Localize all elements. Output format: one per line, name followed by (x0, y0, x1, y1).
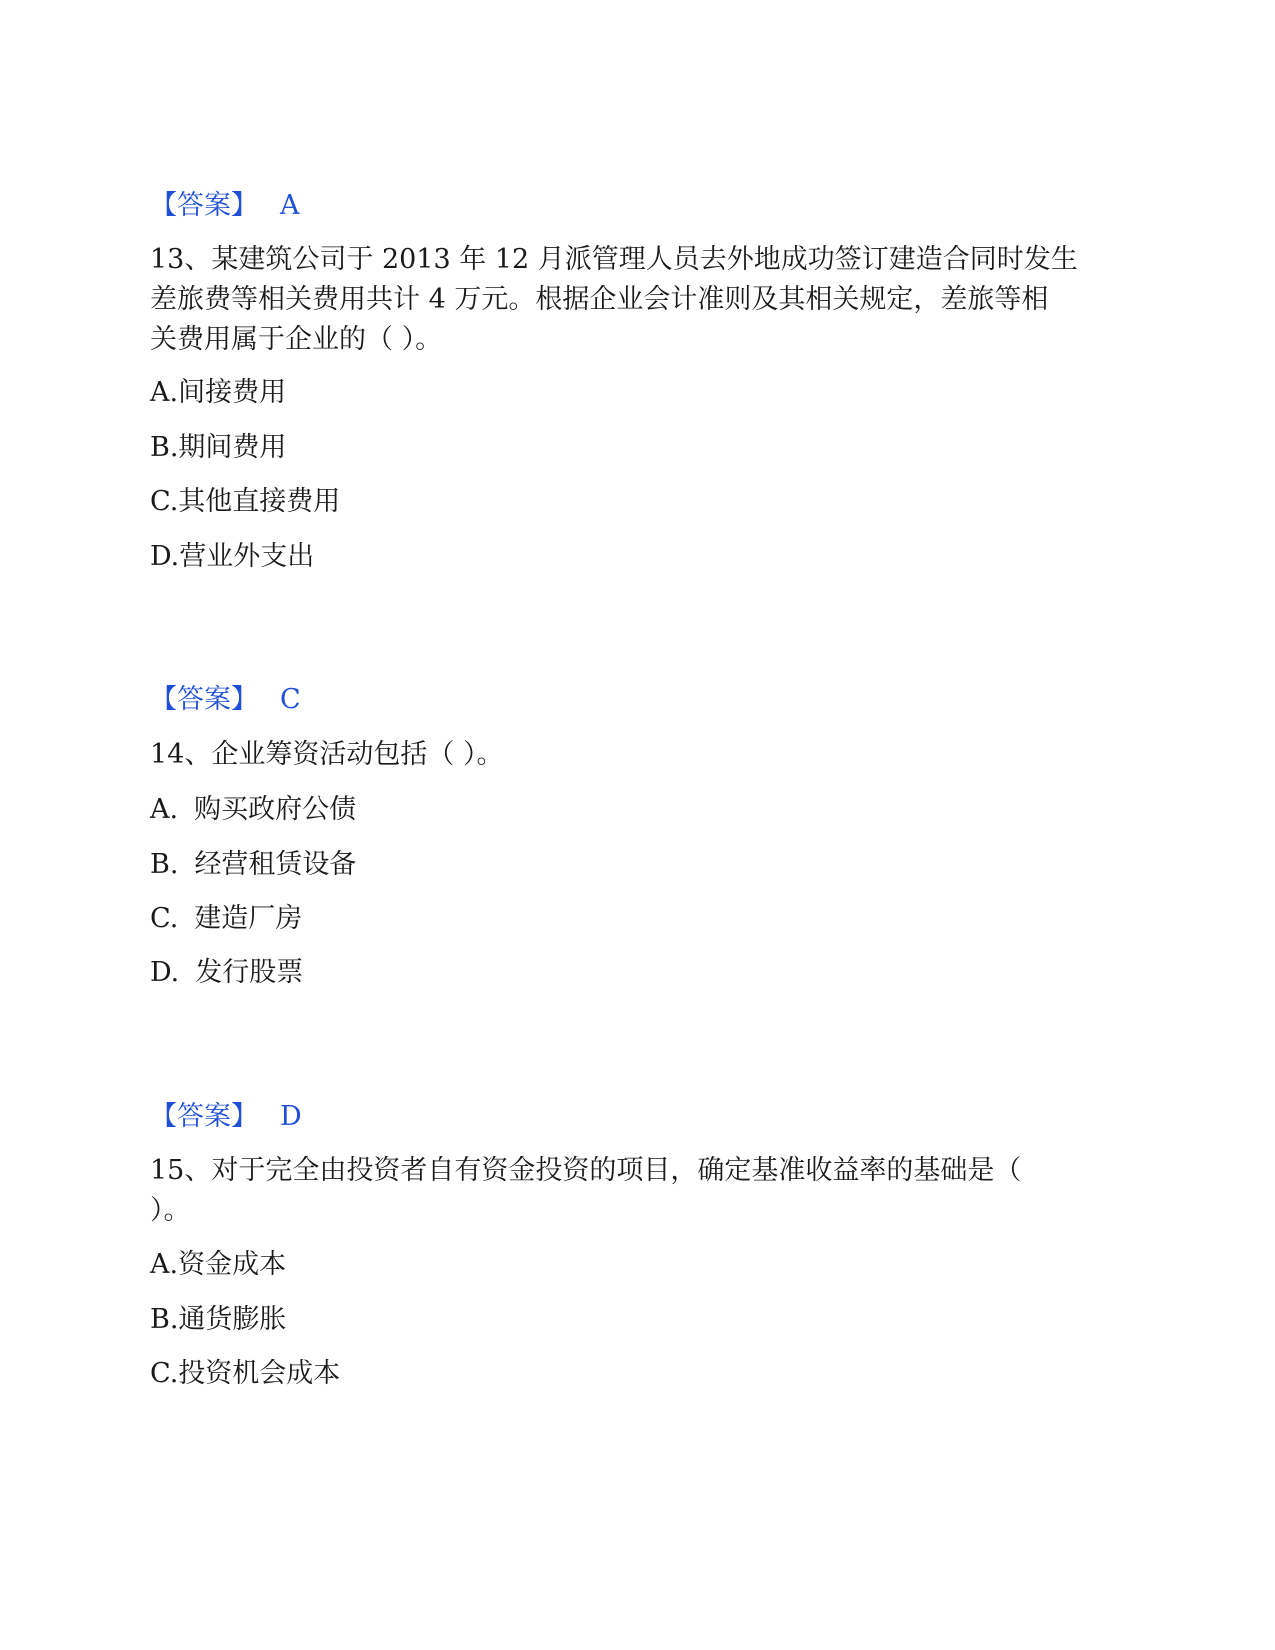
answer-line (150, 1097, 302, 1137)
option-letter: C. (150, 903, 179, 934)
answer-value: D (280, 1101, 302, 1132)
option-letter: A. (150, 794, 179, 825)
question-14-option-c (150, 899, 302, 939)
option-text: 购买政府公债 (194, 794, 357, 825)
question-15-option-c: C.投资机会成本 (150, 1358, 341, 1389)
option-text: 建造厂房 (194, 903, 303, 934)
option-letter: D. (150, 957, 180, 988)
question-13-option-b: B.期间费用 (150, 432, 287, 463)
answer-label: 【答案】 (150, 1101, 258, 1132)
question-13-line-2: 差旅费等相关费用共计 4 万元。根据企业会计准则及其相关规定，差旅等相 (150, 284, 1049, 315)
question-13-line-1: 13、某建筑公司于 2013 年 12 月派管理人员去外地成功签订建造合同时发生 (150, 244, 1078, 275)
answer-label: 【答案】 (150, 684, 258, 715)
question-13-option-d: D.营业外支出 (150, 541, 315, 572)
question-14-option-b (150, 845, 356, 885)
question-14-line-1: 14、企业筹资活动包括（ ）。 (150, 739, 504, 770)
question-13-option-c: C.其他直接费用 (150, 486, 341, 517)
question-13-option-a: A.间接费用 (150, 377, 287, 408)
question-15-line-1: 15、对于完全由投资者自有资金投资的项目，确定基准收益率的基础是（ (150, 1155, 1022, 1186)
answer-value: A (280, 190, 300, 221)
question-14-option-a (150, 790, 356, 830)
answer-line (150, 680, 301, 720)
question-13-line-3: 关费用属于企业的（ ）。 (150, 324, 443, 355)
answer-value: C (280, 684, 301, 715)
question-15-line-2: ）。 (150, 1195, 191, 1226)
question-15-option-a: A.资金成本 (150, 1249, 287, 1280)
question-15-option-b: B.通货膨胀 (150, 1304, 287, 1335)
option-text: 经营租赁设备 (194, 849, 357, 880)
option-letter: B. (150, 849, 179, 880)
option-text: 发行股票 (195, 957, 304, 988)
answer-line (150, 186, 300, 226)
question-14-option-d (150, 953, 303, 993)
answer-label: 【答案】 (150, 190, 258, 221)
